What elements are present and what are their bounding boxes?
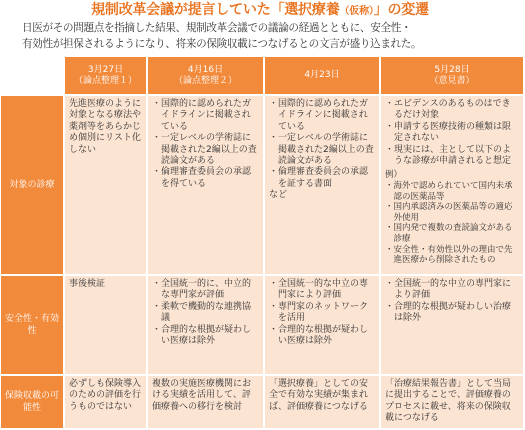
table-cell: ・ 全国統一的な中立の専門家により評価 ・ 専門家のネットワークを活用 ・ 合理的な根拠が疑わしい医療は除外: [265, 276, 379, 374]
intro-line-2: 有効性が担保されるようになり、将来の保険収載につなげるとの文言が盛り込まれた。: [22, 37, 422, 50]
table-cell: 「選択療養」としての安全で有効な実績が集まれば、評価療養につなげる: [265, 376, 379, 428]
column-header: 3月27日 （論点整理１）: [65, 57, 146, 94]
corner-cell: [1, 57, 63, 94]
title-main: 規制改革会議が提言していた「選択療養: [91, 2, 340, 18]
table-cell: 複数の実施医療機関における実績を活用して、評価療養への移行を検討: [148, 376, 263, 428]
row-header: 安全性・有効性: [1, 276, 63, 374]
table-cell: 先進医療のように対象となる療法や薬剤等をあらかじめ個別にリスト化しない: [65, 96, 146, 274]
table-cell: 「治療結果報告書」として当局に提出することで、評価療養のプロセスに載せ、将来の保険収載につなげる: [381, 376, 523, 428]
intro-text: [22, 21, 514, 52]
table-cell: ・ 国際的に認められたガイドラインに掲載されている ・ 一定レベルの学術誌に掲載された2編以上の査読論文がある ・ 倫理審査委員会の承認を証する書面 など: [265, 96, 379, 274]
row-header: 保険収載の可能性: [1, 376, 63, 428]
column-header: 5月28日 （意見書）: [381, 57, 523, 94]
title-note: （仮称）: [339, 6, 374, 17]
table-row: [1, 96, 523, 274]
column-header: 4月23日: [265, 57, 379, 94]
table-header-row: [1, 57, 523, 94]
table-row: [1, 276, 523, 374]
table-row: [1, 376, 523, 428]
intro-line-1: 日医がその問題点を指摘した結果、規制改革会議での議論の経過とともに、安全性・: [22, 22, 412, 34]
title-tail: 」の変遷: [373, 2, 429, 18]
page-title: [0, 0, 520, 20]
comparison-table: [0, 55, 520, 424]
table-cell: ・ エビデンスのあるものはできるだけ対象 ・ 申請する医療技術の種類は限定されない ・ 現実には、主として以下のような診療が申請されると想定 例） ・ 海外で認められていて国内未承認の医薬品等 ・ 国内承認済みの医薬品等の適応外使用 ・ 国内発で複数の査読論文がある診療 ・ 安全性・有効性以外の理由で先進医療から削除されたもの: [381, 96, 523, 274]
column-header: 4月16日 （論点整理２）: [148, 57, 263, 94]
table-cell: 必ずしも保険導入のための評価を行うものではない: [65, 376, 146, 428]
table-cell: ・ 全国統一的な中立の専門家により評価 ・ 合理的な根拠が疑わしい治療は除外: [381, 276, 523, 374]
table-cell: ・ 全国統一的に、中立的な専門家が評価 ・ 柔軟で機動的な連携協議 ・ 合理的な根拠が疑わしい医療は除外: [148, 276, 263, 374]
table-cell: 事後検証: [65, 276, 146, 374]
row-header: 対象の診療: [1, 96, 63, 274]
table-cell: ・ 国際的に認められたガイドラインに掲載されている ・ 一定レベルの学術誌に掲載された2編以上の査読論文がある ・ 倫理審査委員会の承認を得ている: [148, 96, 263, 274]
